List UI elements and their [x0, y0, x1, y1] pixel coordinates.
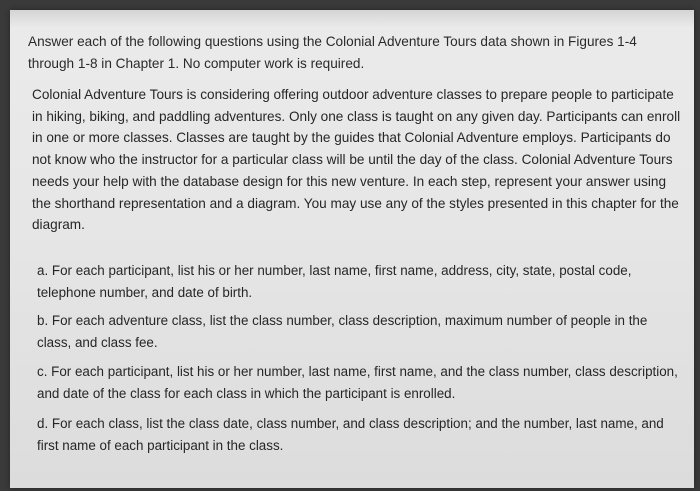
- document-page: [10, 10, 694, 488]
- question-c: [37, 361, 685, 404]
- question-b-label: b.: [37, 313, 49, 328]
- page-top-shading: [10, 10, 694, 28]
- scenario-paragraph: Colonial Adventure Tours is considering offering outdoor adventure classes to prepare people to participate in hiking, biking, and paddling adventures. Only one class is taught on any given day. Participants can enroll in one or more classes. Classes are taught by the guides that Colonial Adventure employs. Participants do not know who the instructor for a particular class will be until the day of the class. Colonial Adventure Tours needs your help with the database design for this new venture. In each step, represent your answer using the shorthand representation and a diagram. You may use any of the styles presented in this chapter for the diagram.: [32, 87, 681, 233]
- question-a: [37, 260, 685, 303]
- instructions-paragraph: Answer each of the following questions using the Colonial Adventure Tours data shown in Figures 1-4 through 1-8 in Chapter 1. No computer work is required.: [28, 34, 637, 71]
- question-d-text: For each class, list the class date, class number, and class description; and the number, last name, and first name of each participant in the class.: [37, 416, 664, 453]
- question-d: [37, 413, 685, 456]
- question-c-text: For each participant, list his or her number, last name, first name, and the class number, class description, and date of the class for each class in which the participant is enrolled.: [37, 364, 678, 401]
- question-a-text: For each participant, list his or her number, last name, first name, address, city, state, postal code, telephone number, and date of birth.: [37, 263, 632, 300]
- question-c-label: c.: [37, 364, 48, 379]
- question-b-text: For each adventure class, list the class number, class description, maximum number of people in the class, and class fee.: [37, 313, 648, 350]
- question-a-label: a.: [37, 263, 49, 278]
- question-b: [37, 310, 685, 353]
- question-d-label: d.: [37, 416, 49, 431]
